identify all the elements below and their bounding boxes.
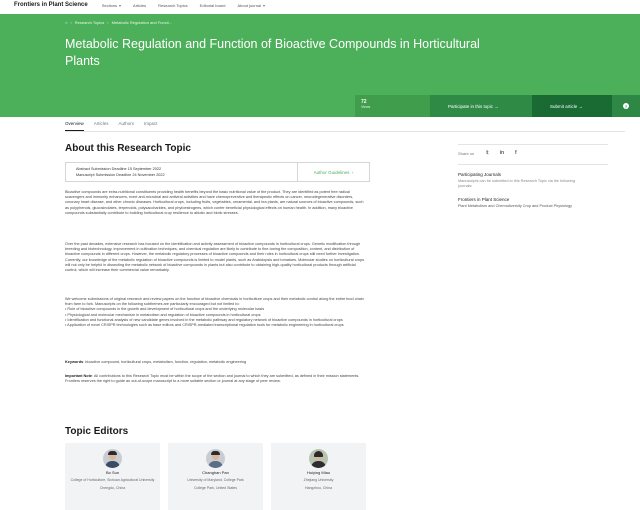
editor-name: Bo Sun xyxy=(105,470,120,475)
keywords-label: Keywords xyxy=(65,360,84,364)
submit-article-button[interactable] xyxy=(532,95,612,117)
editor-card[interactable] xyxy=(65,443,160,510)
about-heading: About this Research Topic xyxy=(65,143,191,154)
top-navigation xyxy=(0,0,640,10)
author-guidelines-link[interactable] xyxy=(298,163,369,181)
editor-name: Huiying Miao xyxy=(306,470,331,475)
description-paragraph-3 xyxy=(65,297,367,328)
tabs-divider xyxy=(65,131,625,132)
editor-name: Changhan Pan xyxy=(202,470,229,475)
keywords-list: : bioactive compound, horticultural crops, metabolism, function, regulation, metabolic engineering xyxy=(83,360,247,364)
journal-link[interactable]: Frontiers in Plant Science xyxy=(458,197,510,202)
abstract-deadline: Abstract Submission Deadline 15 September 2022 xyxy=(76,167,162,171)
manuscript-deadline: Manuscript Submission Deadline 24 November 2022 xyxy=(76,172,165,177)
views-label: Views xyxy=(361,105,371,109)
important-note-text: : All contributions to this Research Topic must be within the scope of the section and journal to which they are submitted, as defined in their mission statements. Frontiers reserves the right to guide an out-of-scope manuscript to a more suitable section or journal at any stage of peer review. xyxy=(65,374,360,384)
subtheme-item: • Role of bioactive compounds in the growth and development of horticultural crops and the underlying molecular basis xyxy=(65,307,265,312)
nav-about-label: About journal xyxy=(237,2,262,8)
deadlines xyxy=(66,163,298,181)
topic-tabs xyxy=(65,121,168,131)
tab-overview[interactable]: Overview xyxy=(65,121,84,131)
page-title: Metabolic Regulation and Function of Bioactive Compounds in Horticultural Plants xyxy=(65,37,480,68)
participate-button[interactable] xyxy=(430,95,532,117)
keywords xyxy=(65,360,367,365)
breadcrumb-current: Metabolic Regulation and Functi... xyxy=(111,20,173,25)
subtheme-item: • Application of novel CRISPR technologies such as base editors and CRISPR-mediated transcriptional regulation tools for metabolic engineering in horticultural crops xyxy=(65,323,344,328)
subtheme-item: • Physiological and molecular mechanism in metabolism and regulation of bioactive compounds in horticultural crops xyxy=(65,312,261,317)
share-bar xyxy=(458,150,528,156)
nav-articles[interactable]: Articles xyxy=(133,2,147,8)
editor-location: Chengdu, China xyxy=(99,485,126,490)
facebook-icon[interactable]: f xyxy=(515,150,517,156)
sidebar-divider xyxy=(458,144,608,145)
editor-location: Hangzhou, China xyxy=(304,485,333,490)
participating-journals-title: Participating Journals xyxy=(458,172,502,177)
submit-label: Submit article xyxy=(550,103,578,109)
important-note-label: Important Note xyxy=(65,374,92,378)
linkedin-icon[interactable]: in xyxy=(499,150,505,156)
nav-sections[interactable] xyxy=(102,3,121,8)
topic-editors-heading: Topic Editors xyxy=(65,426,129,437)
nav-editorial-board[interactable]: Editorial board xyxy=(199,2,226,8)
participate-label: Participate in this topic xyxy=(448,103,494,109)
tab-authors[interactable]: Authors xyxy=(118,121,135,126)
breadcrumb-separator: › xyxy=(70,20,72,25)
home-icon[interactable]: ⌂ xyxy=(65,20,68,25)
editor-location: College Park, United States xyxy=(194,485,237,490)
breadcrumb xyxy=(65,20,175,25)
avatar xyxy=(206,449,225,468)
editor-affiliation: College of Horticulture, Sichuan Agricultural University xyxy=(70,478,155,482)
avatar xyxy=(309,449,328,468)
twitter-icon[interactable]: 𝕥 xyxy=(486,150,489,156)
help-icon: ? xyxy=(624,103,628,109)
tab-articles[interactable]: Articles xyxy=(93,121,109,126)
subtheme-item: • Identification and functional analysis of new candidate genes involved in the metabolic pathway and regulatory network of bioactive compounds in horticultural crops xyxy=(65,317,343,322)
views-count: 72 xyxy=(361,99,367,105)
editor-card[interactable] xyxy=(271,443,366,510)
journal-sections: Plant Metabolism and Chemodiversity Crop and Product Physiology xyxy=(458,204,572,208)
journal-brand[interactable]: Frontiers in Plant Science xyxy=(14,2,88,8)
deadline-box xyxy=(65,162,370,182)
description-paragraph-2: Over the past decades, extensive research has focused on the identification and activity assessment of bioactive compounds in horticultural crops. Genetic modification through breeding and biotechnology, improvement in cultivation techniques, and chemical regulation are likely to contribute to fine-tuning the composition, content, and distribution of bioactive compounds in different crops. However, the metabolic regulatory processes of bioactive compounds and their roles in horticultural crops still need further investigation. Currently, our knowledge of the metabolic regulation of bioactive compounds is limited to model plants, such as Arabidopsis and tomatoes. Molecular studies on horticultural crops will not only be helpful in dissecting the metabolic network of bioactive compounds in plants but also contribute to obtaining high-quality horticultural products through artificial control, which will increase their commercial value remarkably. xyxy=(65,242,364,273)
editor-card[interactable] xyxy=(168,443,263,510)
chevron-right-icon: › xyxy=(349,169,354,175)
nav-sections-label: Sections xyxy=(101,2,118,8)
nav-about-journal[interactable] xyxy=(237,3,265,8)
help-button[interactable] xyxy=(612,95,640,117)
tab-impact[interactable]: Impact xyxy=(144,121,158,126)
nav-research-topics[interactable]: Research Topics xyxy=(158,2,188,8)
avatar xyxy=(103,449,122,468)
arrow-right-icon: → xyxy=(493,103,499,109)
guidelines-label: Author Guidelines xyxy=(313,169,350,175)
editor-affiliation: Zhejiang University xyxy=(303,478,334,482)
breadcrumb-separator: › xyxy=(107,20,109,25)
arrow-right-icon: → xyxy=(577,103,584,109)
participating-journals-desc: Manuscripts can be submitted to this Research Topic via the following journals: xyxy=(458,179,575,188)
views-counter xyxy=(355,95,430,117)
chevron-down-icon: ▾ xyxy=(119,2,122,8)
important-note xyxy=(65,374,367,384)
topic-action-bar xyxy=(355,95,640,117)
sidebar-divider xyxy=(458,164,608,165)
editor-affiliation: University of Maryland, College Park xyxy=(187,478,244,482)
share-label: Share on xyxy=(458,150,475,156)
breadcrumb-research-topics[interactable]: Research Topics xyxy=(74,20,105,25)
subthemes-intro: We welcome submissions of original research and review papers on the function of bioactive chemicals in horticulture crops and their metabolic control along the entire food chain from farm to fork. Manuscripts on the following subthemes are particularly encouraged but not limited to: xyxy=(65,297,364,307)
description-paragraph-1: Bioactive compounds are extra-nutritional constituents providing health benefits beyond the basic nutritional value of the product. They are identified as potent free radical scavengers and immunity enhancers, exert anti-microbial and antiviral activities and have chemopreventive and therapeutic effects on cancer, neurodegenerative disorders, coronary heart disease, and other chronic diseases. Horticultural crops, including fruits, vegetables, ornamental, and tea plants, are natural sources of bioactive compounds, such as polyphenols, glucosinolates, terpenoids, polysaccharides, and phytoestrogens, which confer beneficial physiological effects on human health. In addition, many bioactive compounds substantially contribute to building horticultural crop resilience to abiotic and biotic stresses. xyxy=(65,190,364,215)
chevron-down-icon: ▾ xyxy=(263,2,266,8)
